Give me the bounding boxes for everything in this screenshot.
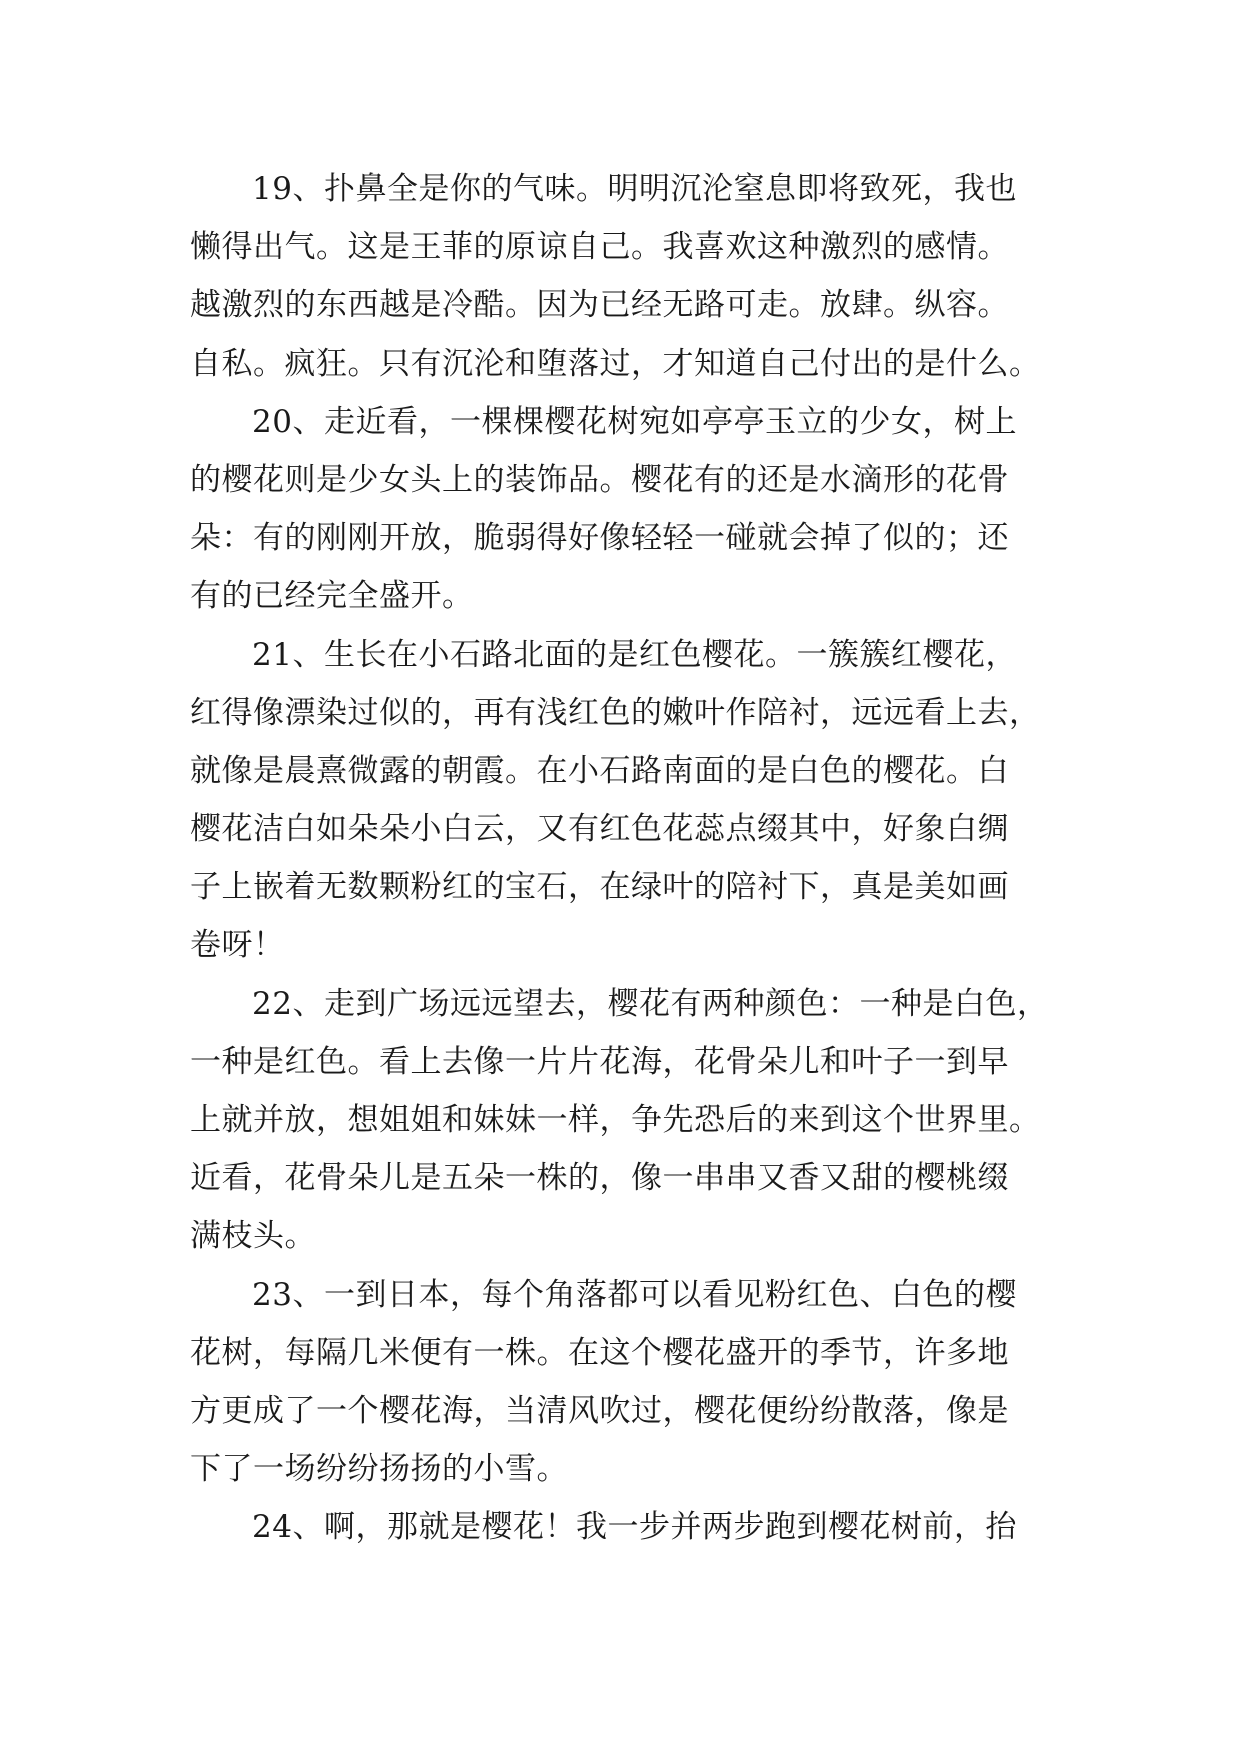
text-line: 近看，花骨朵儿是五朵一株的，像一串串又香又甜的樱桃缀	[190, 1160, 1009, 1197]
text-line: 20、走近看，一棵棵樱花树宛如亭亭玉立的少女，树上	[252, 403, 1017, 440]
text-line: 懒得出气。这是王菲的原谅自己。我喜欢这种激烈的感情。	[190, 229, 1009, 266]
text-line: 方更成了一个樱花海，当清风吹过，樱花便纷纷散落，像是	[190, 1392, 1009, 1429]
document-body	[190, 160, 1060, 1557]
text-line: 子上嵌着无数颗粉红的宝石，在绿叶的陪衬下，真是美如画	[190, 869, 1009, 906]
text-line: 满枝头。	[190, 1218, 316, 1255]
text-line: 19、扑鼻全是你的气味。明明沉沦窒息即将致死，我也	[252, 171, 1017, 207]
text-line: 越激烈的东西越是冷酷。因为已经无路可走。放肆。纵容。	[190, 287, 1009, 324]
text-line: 卷呀！	[190, 927, 285, 964]
text-line: 23、一到日本，每个角落都可以看见粉红色、白色的樱	[252, 1276, 1017, 1313]
text-line: 22、走到广场远远望去，樱花有两种颜色：一种是白色，	[252, 985, 1049, 1022]
text-line: 的樱花则是少女头上的装饰品。樱花有的还是水滴形的花骨	[190, 461, 1009, 498]
text-line: 上就并放，想姐姐和妹妹一样，争先恐后的来到这个世界里。	[190, 1102, 1041, 1138]
text-line: 樱花洁白如朵朵小白云，又有红色花蕊点缀其中，好象白绸	[190, 811, 1009, 848]
text-line: 一种是红色。看上去像一片片花海，花骨朵儿和叶子一到早	[190, 1043, 1009, 1080]
text-line: 21、生长在小石路北面的是红色樱花。一簇簇红樱花，	[252, 636, 1017, 673]
text-line: 24、啊，那就是樱花！我一步并两步跑到樱花树前，抬	[252, 1509, 1017, 1546]
text-line: 有的已经完全盛开。	[190, 578, 474, 615]
text-line: 花树，每隔几米便有一株。在这个樱花盛开的季节，许多地	[190, 1334, 1009, 1371]
text-line: 就像是晨熹微露的朝霞。在小石路南面的是白色的樱花。白	[190, 752, 1009, 789]
text-line: 下了一场纷纷扬扬的小雪。	[190, 1451, 568, 1488]
text-line: 朵：有的刚刚开放，脆弱得好像轻轻一碰就会掉了似的；还	[190, 520, 1009, 557]
text-line: 红得像漂染过似的，再有浅红色的嫩叶作陪衬，远远看上去，	[190, 694, 1041, 731]
text-line: 自私。疯狂。只有沉沦和堕落过，才知道自己付出的是什么。	[190, 345, 1041, 382]
